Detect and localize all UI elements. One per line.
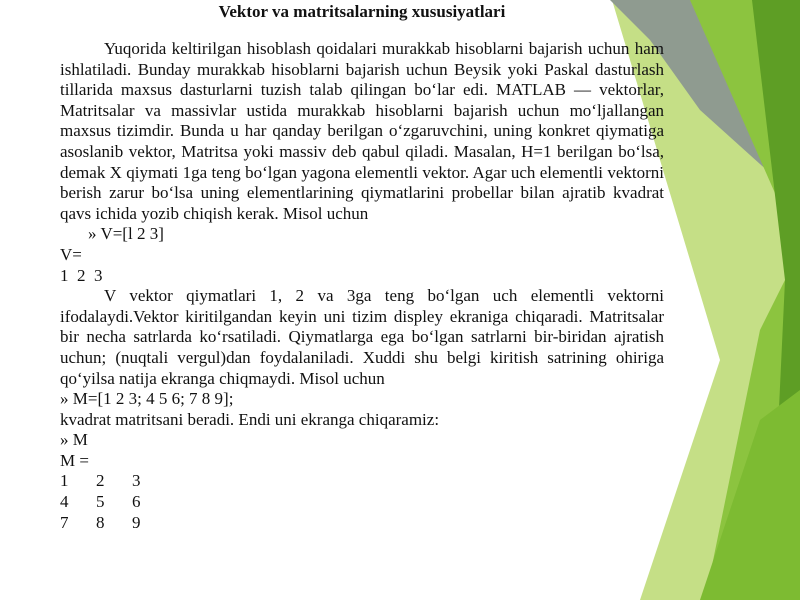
code-matrix-input: » M=[1 2 3; 4 5 6; 7 8 9]; <box>60 389 234 409</box>
output-vector-label: V= <box>60 244 82 264</box>
matrix-row <box>60 513 168 534</box>
code-matrix-display: » M <box>60 430 88 450</box>
sentence-matrix: kvadrat matritsani beradi. Endi uni ekranga chiqaramiz: <box>60 409 440 429</box>
output-matrix <box>60 471 168 533</box>
code-vector-input: » V=[l 2 3] <box>88 224 164 244</box>
page-title: Vektor va matritsalarning xususiyatlari <box>218 2 506 21</box>
output-vector-values: 1 2 3 <box>60 265 103 285</box>
paragraph-intro: Yuqorida keltirilgan hisoblash qoidalari murakkab hisoblarni bajarish uchun ham ishlatiladi. Bunday murakkab hisoblarni bajarish uchun Beysik yoki Paskal dasturlash tillarida maxsus dasturlarni tuzish talab qilingan bo‘lar edi. MATLAB — vektorlar, Matritsalar va massivlar ustida murakkab hisoblarni bajarish uchun mo‘ljallangan maxsus tizimdir. Bunda u har qanday berilgan o‘zgaruvchini, uning konkret qiymatiga asoslanib vektor, Matritsa yoki massiv deb qabul qiladi. Masalan, H=1 berilgan bo‘lsa, demak X qiymati 1ga teng bo‘lgan yagona elementli vektor. Agar uch elementli vektorni berish zarur bo‘lsa uning elementlarining qiymatlarini probellar bilan ajratib kvadrat qavs ichida yozib chiqish kerak. Misol uchun <box>60 39 664 223</box>
matrix-cell: 2 <box>96 471 105 491</box>
output-matrix-label: M = <box>60 450 89 470</box>
matrix-cell: 9 <box>132 512 141 532</box>
matrix-cell: 3 <box>132 471 141 491</box>
document-body <box>60 0 664 533</box>
matrix-row <box>60 492 168 513</box>
paragraph-matrices: V vektor qiymatlari 1, 2 va 3ga teng bo‘lgan uch elementli vektorni ifodalaydi.Vektor kiritilgandan keyin uni tizim displey ekraniga chiqaradi. Matritsalar bir necha satrlarda ko‘rsatiladi. Qiymatlarga ega bo‘lgan satrlarni bir-biridan ajratish uchun; (nuqtali vergul)dan foydalaniladi. Xuddi shu belgi kiritish satrining ohiriga qo‘yilsa natija ekranga chiqmaydi. Misol uchun <box>60 286 664 388</box>
matrix-cell: 8 <box>96 512 105 532</box>
matrix-cell: 1 <box>60 471 69 491</box>
matrix-cell: 7 <box>60 512 69 532</box>
matrix-cell: 5 <box>96 492 105 512</box>
matrix-cell: 6 <box>132 492 141 512</box>
matrix-cell: 4 <box>60 492 69 512</box>
matrix-row <box>60 471 168 492</box>
